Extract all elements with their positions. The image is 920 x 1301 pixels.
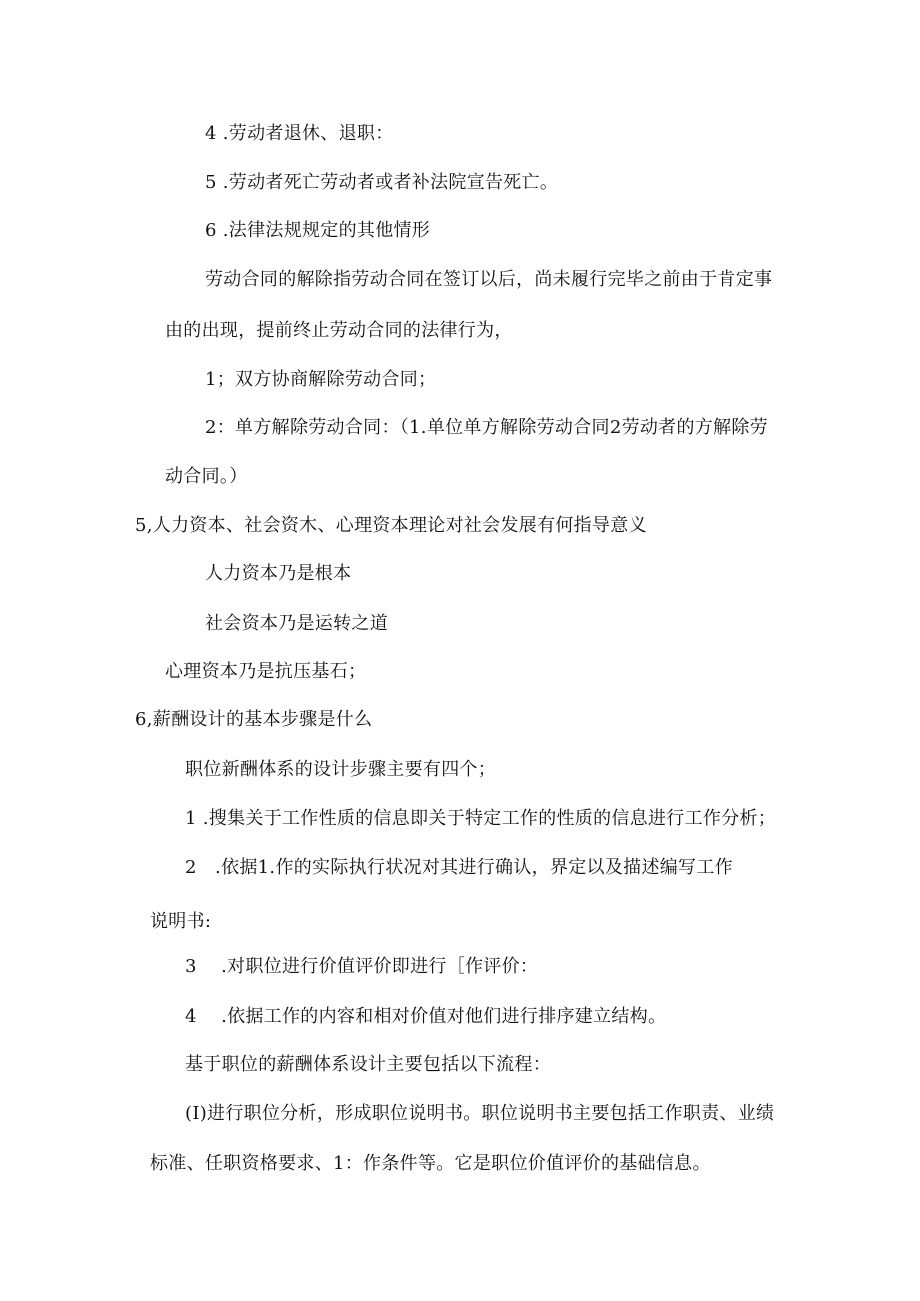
text-line: 2：单方解除劳动合同：（1.单位单方解除劳动合同2劳动者的方解除劳: [205, 417, 768, 438]
text-line: 标准、任职资格要求、1：作条件等。它是职位价值评价的基础信息。: [150, 1153, 711, 1174]
text-line: 1；双方协商解除劳动合同；: [205, 369, 437, 390]
text-line: 4 .依据工作的内容和相对价值对他们进行排序建立结构。: [185, 1006, 667, 1027]
text-line: 2 .依据1.作的实际执行状况对其进行确认，界定以及描述编写工作: [185, 857, 733, 878]
text-line: 社会资本乃是运转之道: [205, 613, 388, 634]
text-line: 基于职位的薪酬体系设计主要包括以下流程：: [185, 1054, 551, 1075]
text-line: 5 .劳动者死亡劳动者或者补法院宣告死亡。: [205, 172, 559, 193]
text-line: 动合同。）: [165, 466, 248, 487]
text-line: 1 .搜集关于工作性质的信息即关于特定工作的性质的信息进行工作分析；: [185, 808, 777, 829]
text-line: 人力资本乃是根本: [205, 563, 352, 584]
text-line: 心理资本乃是抗压基石；: [165, 661, 367, 682]
section-heading: 6,薪酬设计的基本步骤是什么: [135, 709, 373, 730]
section-heading: 5,人力资本、社会资木、心理资本理论对社会发展有何指导意义: [135, 515, 647, 536]
text-line: 4 .劳动者退休、退职：: [205, 123, 394, 144]
text-line: 3 .对职位进行价值评价即进行［作评价：: [185, 956, 539, 977]
text-line: 6 .法律法规规定的其他情形: [205, 220, 431, 241]
text-line: 说明书:: [150, 911, 212, 932]
text-line: 职位新酬体系的设计步骤主要有四个；: [185, 759, 497, 780]
text-line: 劳动合同的解除指劳动合同在签订以后，尚未履行完毕之前由于肯定事: [205, 269, 773, 290]
text-line: 由的出现，提前终止劳动合同的法律行为，: [165, 320, 513, 341]
text-line: (I)进行职位分析，形成职位说明书。职位说明书主要包括工作职责、业绩: [185, 1103, 775, 1124]
